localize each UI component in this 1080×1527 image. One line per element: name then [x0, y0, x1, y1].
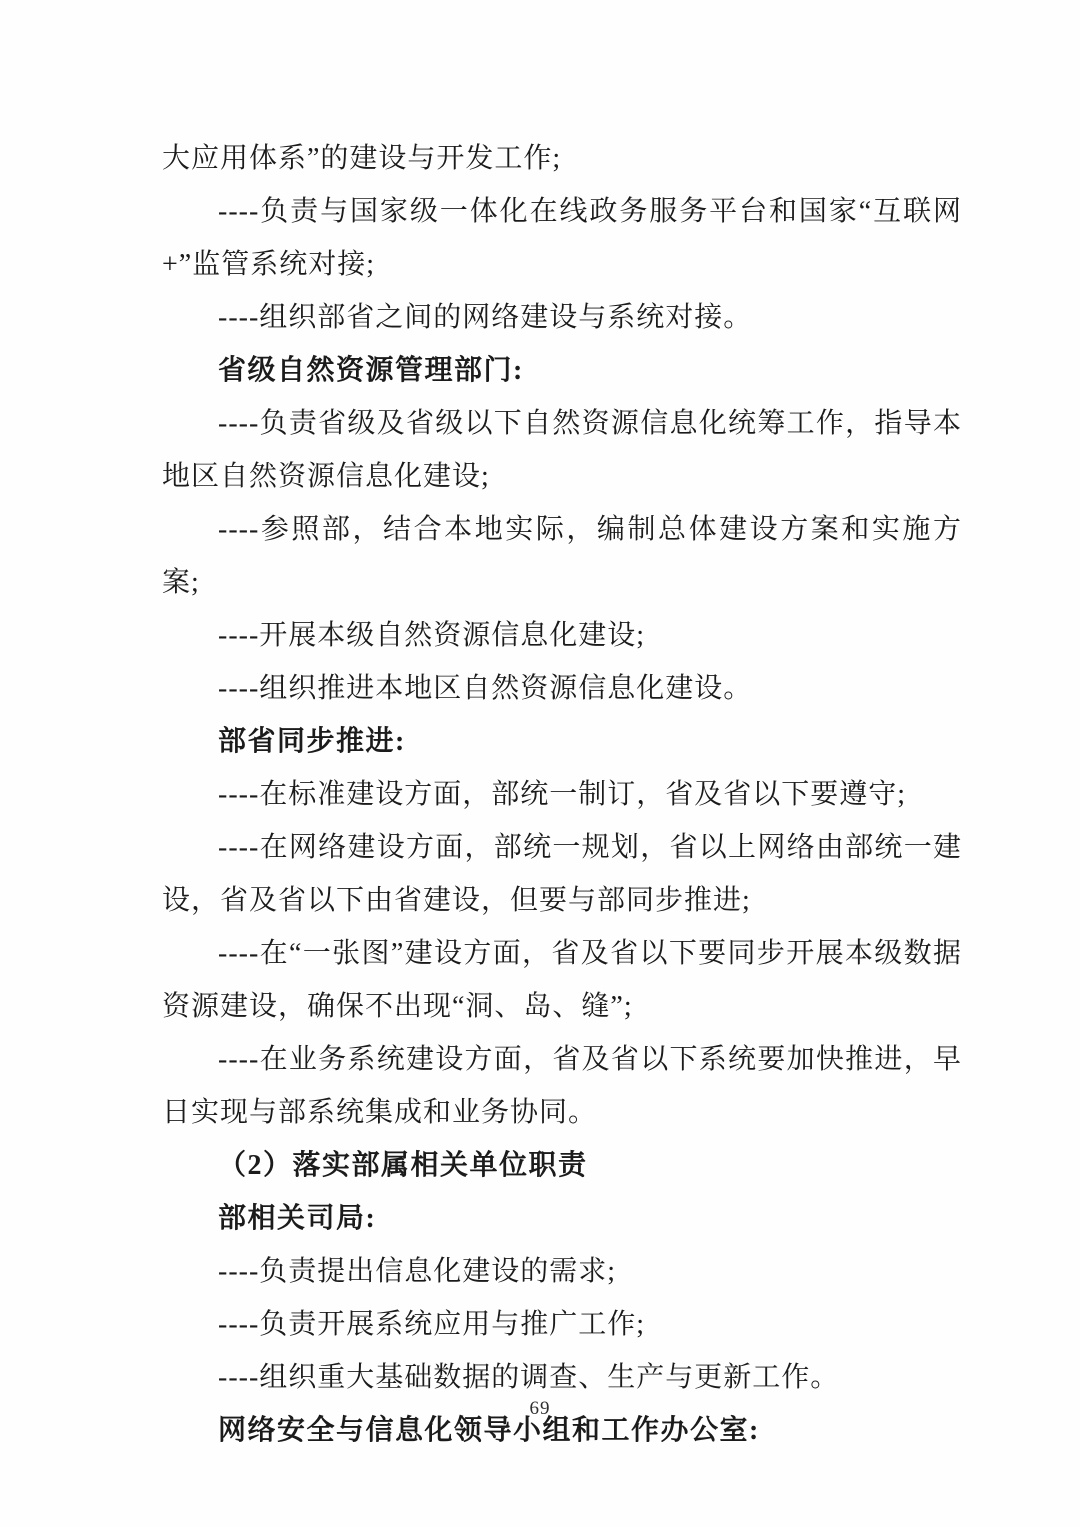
dash-paragraph: ----负责与国家级一体化在线政务服务平台和国家“互联网+”监管系统对接;	[162, 196, 962, 280]
section-heading-ministry-bureaus: 部相关司局:	[218, 1203, 377, 1234]
section-heading-cybersecurity-leading-group: 网络安全与信息化领导小组和工作办公室:	[218, 1415, 760, 1446]
dash-paragraph: ----在业务系统建设方面，省及省以下系统要加快推进，早日实现与部系统集成和业务协同。	[162, 1044, 962, 1128]
dash-paragraph: ----在“一张图”建设方面，省及省以下要同步开展本级数据资源建设，确保不出现“洞、岛、缝”;	[162, 938, 962, 1022]
dash-paragraph: ----负责省级及省级以下自然资源信息化统筹工作，指导本地区自然资源信息化建设;	[162, 408, 962, 492]
dash-paragraph: ----参照部，结合本地实际，编制总体建设方案和实施方案;	[162, 514, 962, 598]
dash-paragraph: ----在标准建设方面，部统一制订，省及省以下要遵守;	[218, 779, 907, 810]
paragraph-continuation: 大应用体系”的建设与开发工作;	[162, 143, 562, 174]
dash-paragraph: ----负责提出信息化建设的需求;	[218, 1256, 617, 1287]
dash-paragraph: ----组织部省之间的网络建设与系统对接。	[218, 302, 753, 333]
dash-paragraph: ----在网络建设方面，部统一规划，省以上网络由部统一建设，省及省以下由省建设，但要与部同步推进;	[162, 832, 962, 916]
dash-paragraph: ----开展本级自然资源信息化建设;	[218, 620, 646, 651]
dash-paragraph: ----组织重大基础数据的调查、生产与更新工作。	[218, 1362, 840, 1393]
dash-paragraph: ----负责开展系统应用与推广工作;	[218, 1309, 646, 1340]
section-heading-provincial-departments: 省级自然资源管理部门:	[218, 355, 524, 386]
dash-paragraph: ----组织推进本地区自然资源信息化建设。	[218, 673, 753, 704]
section-heading-item2-unit-duties: （2）落实部属相关单位职责	[218, 1150, 588, 1181]
page-number: 69	[529, 1398, 551, 1419]
section-heading-ministry-province-sync: 部省同步推进:	[218, 726, 406, 757]
